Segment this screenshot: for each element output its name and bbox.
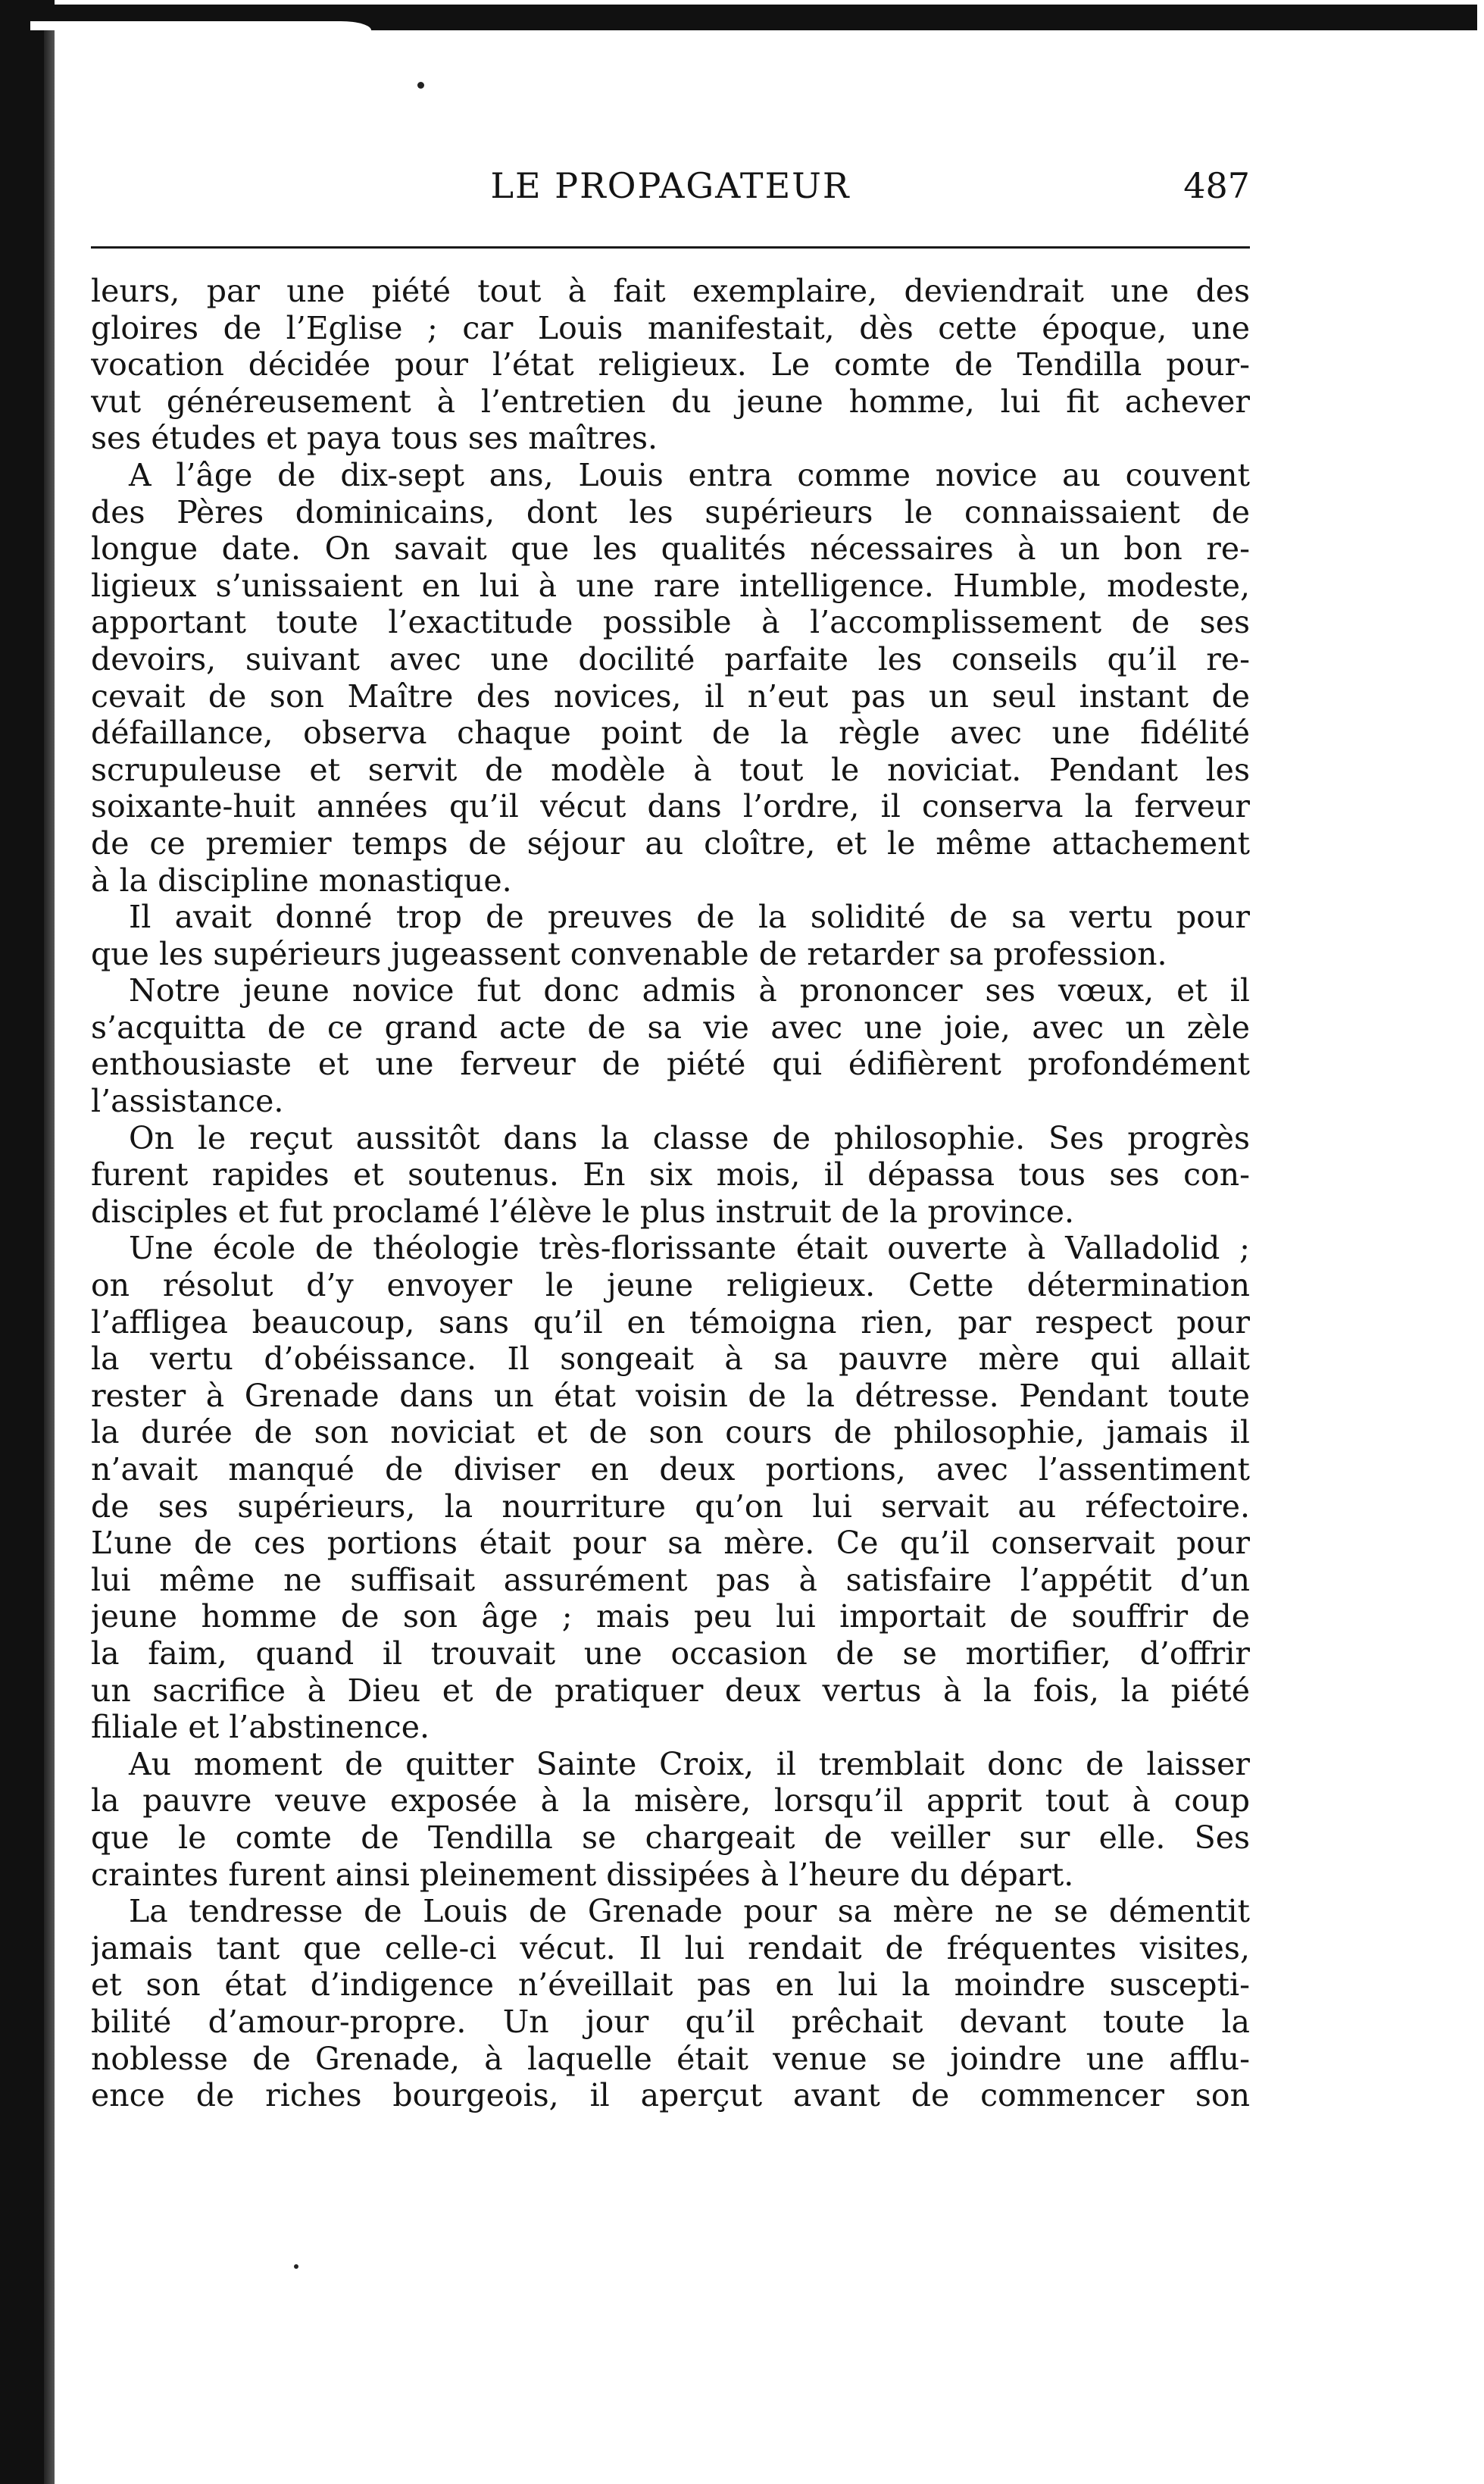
text-line: on résolut d’y envoyer le jeune religieux. Cette détermination — [91, 1267, 1250, 1304]
text-line: jamais tant que celle-ci vécut. Il lui rendait de fréquentes visites, — [91, 1929, 1250, 1966]
text-line: On le reçut aussitôt dans la classe de philosophie. Ses progrès — [129, 1119, 1250, 1156]
body-text — [91, 273, 1250, 2228]
text-line: la durée de son noviciat et de son cours de philosophie, jamais il — [91, 1414, 1250, 1451]
text-line: la vertu d’obéissance. Il songeait à sa pauvre mère qui allait — [91, 1341, 1250, 1378]
scan-speck — [417, 82, 424, 89]
text-line: jeune homme de son âge ; mais peu lui importait de souffrir de — [91, 1598, 1250, 1635]
text-line: s’acquitta de ce grand acte de sa vie avec une joie, avec un zèle — [91, 1009, 1250, 1046]
text-line: noblesse de Grenade, à laquelle était venue se joindre une afflu- — [91, 2040, 1250, 2077]
page-number: 487 — [1183, 165, 1250, 206]
text-line: de ses supérieurs, la nourriture qu’on lui servait au réfectoire. — [91, 1488, 1250, 1525]
scan-left-edge-shadow — [44, 30, 55, 2484]
text-line: apportant toute l’exactitude possible à l’accomplissement de ses — [91, 604, 1250, 641]
text-line: à la discipline monastique. — [91, 862, 512, 899]
text-line: la faim, quand il trouvait une occasion de se mortifier, d’offrir — [91, 1635, 1250, 1672]
text-line: Au moment de quitter Sainte Croix, il tremblait donc de laisser — [129, 1745, 1250, 1782]
text-line: et son état d’indigence n’éveillait pas en lui la moindre suscepti- — [91, 1966, 1250, 2004]
text-line: de ce premier temps de séjour au cloître, et le même attachement — [91, 824, 1250, 862]
text-line: vut généreusement à l’entretien du jeune homme, lui fit achever — [91, 383, 1250, 420]
text-line: vocation décidée pour l’état religieux. Le comte de Tendilla pour- — [91, 346, 1250, 383]
text-line: cevait de son Maître des novices, il n’eut pas un seul instant de — [91, 677, 1250, 715]
text-line: devoirs, suivant avec une docilité parfaite les conseils qu’il re- — [91, 640, 1250, 677]
text-line: que le comte de Tendilla se chargeait de veiller sur elle. Ses — [91, 1819, 1250, 1856]
text-line: ses études et paya tous ses maîtres. — [91, 420, 658, 457]
text-line: que les supérieurs jugeassent convenable de retarder sa profession. — [91, 935, 1167, 972]
text-line: L’une de ces portions était pour sa mère. Ce qu’il conservait pour — [91, 1525, 1250, 1562]
text-line: longue date. On savait que les qualités nécessaires à un bon re- — [91, 530, 1250, 568]
text-line: l’assistance. — [91, 1083, 284, 1120]
text-line: La tendresse de Louis de Grenade pour sa mère ne se démentit — [129, 1893, 1250, 1930]
header-rule — [91, 246, 1250, 249]
running-title: LE PROPAGATEUR — [490, 165, 851, 206]
text-line: craintes furent ainsi pleinement dissipées à l’heure du départ. — [91, 1856, 1074, 1893]
text-line: défaillance, observa chaque point de la règle avec une fidélité — [91, 715, 1250, 752]
text-line: furent rapides et soutenus. En six mois, il dépassa tous ses con- — [91, 1156, 1250, 1194]
text-line: gloires de l’Eglise ; car Louis manifestait, dès cette époque, une — [91, 309, 1250, 346]
text-line: Notre jeune novice fut donc admis à prononcer ses vœux, et il — [129, 972, 1250, 1009]
scan-top-edge — [30, 5, 1477, 30]
text-line: Il avait donné trop de preuves de la solidité de sa vertu pour — [129, 899, 1250, 936]
text-line: ence de riches bourgeois, il aperçut avant de commencer son — [91, 2077, 1250, 2114]
text-line: Une école de théologie très-florissante était ouverte à Valladolid ; — [129, 1230, 1250, 1267]
text-line: lui même ne suffisait assurément pas à satisfaire l’appétit d’un — [91, 1561, 1250, 1598]
text-line: A l’âge de dix-sept ans, Louis entra comme novice au couvent — [129, 456, 1250, 493]
scan-top-edge-gap — [30, 21, 371, 30]
page-header — [91, 165, 1250, 211]
text-line: scrupuleuse et servit de modèle à tout le noviciat. Pendant les — [91, 751, 1250, 788]
text-line: soixante-huit années qu’il vécut dans l’ordre, il conserva la ferveur — [91, 788, 1250, 825]
text-line: ligieux s’unissaient en lui à une rare intelligence. Humble, modeste, — [91, 567, 1250, 604]
text-line: la pauvre veuve exposée à la misère, lorsqu’il apprit tout à coup — [91, 1782, 1250, 1819]
text-line: l’affligea beaucoup, sans qu’il en témoigna rien, par respect pour — [91, 1303, 1250, 1341]
scan-left-edge — [0, 0, 55, 2484]
text-line: rester à Grenade dans un état voisin de la détresse. Pendant toute — [91, 1377, 1250, 1414]
text-line: bilité d’amour-propre. Un jour qu’il prêchait devant toute la — [91, 2003, 1250, 2040]
text-line: filiale et l’abstinence. — [91, 1709, 430, 1746]
text-line: des Pères dominicains, dont les supérieurs le connaissaient de — [91, 493, 1250, 530]
text-line: leurs, par une piété tout à fait exemplaire, deviendrait une des — [91, 273, 1250, 309]
text-line: n’avait manqué de diviser en deux portions, avec l’assentiment — [91, 1451, 1250, 1488]
scan-speck — [294, 2264, 298, 2269]
text-line: enthousiaste et une ferveur de piété qui édifièrent profondément — [91, 1046, 1250, 1083]
text-line: disciples et fut proclamé l’élève le plus instruit de la province. — [91, 1193, 1075, 1230]
text-line: un sacrifice à Dieu et de pratiquer deux vertus à la fois, la piété — [91, 1672, 1250, 1709]
